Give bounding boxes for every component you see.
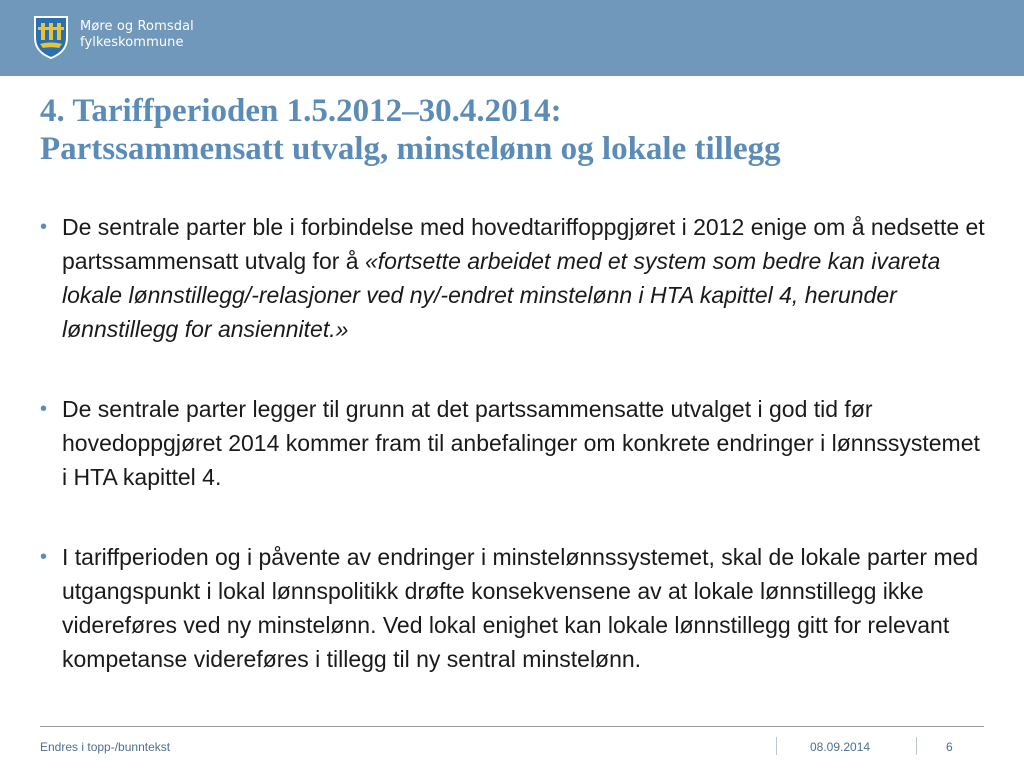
footer-text: Endres i topp-/bunntekst <box>40 740 171 754</box>
organization-name <box>80 19 194 51</box>
bullet-quote: «fortsette arbeidet med et system som bedre kan ivareta lokale lønnstillegg/-relasjoner ved ny/-endret minstelønn i HTA kapittel 4, herunder lønnstillegg for ansiennitet.» <box>62 248 941 342</box>
slide-title-line1: 4. Tariffperioden 1.5.2012–30.4.2014: <box>40 93 562 129</box>
slide-title-line2: Partssammensatt utvalg, minstelønn og lokale tillegg <box>40 131 781 167</box>
footer-separator <box>916 737 917 755</box>
slide-title <box>40 92 990 168</box>
org-name-line1: Møre og Romsdal <box>80 19 194 34</box>
page-number: 6 <box>946 740 953 754</box>
footer-date: 08.09.2014 <box>810 740 871 754</box>
footer-separator <box>776 737 777 755</box>
footer-divider <box>40 726 984 727</box>
bullet-item <box>40 540 990 676</box>
bullet-text: De sentrale parter ble i forbindelse med hovedtariffoppgjøret i 2012 enige om å nedsette et partssammensatt utvalg for å <box>62 214 985 274</box>
bullet-icon: • <box>40 546 48 568</box>
bullet-list <box>40 210 990 676</box>
bullet-text: De sentrale parter legger til grunn at det partssammensatte utvalget i god tid før hovedoppgjøret 2014 kommer fram til anbefalinger om konkrete endringer i lønnssystemet i HTA kapittel 4. <box>62 396 980 490</box>
bullet-item <box>40 210 990 346</box>
bullet-text: I tariffperioden og i påvente av endringer i minstelønnssystemet, skal de lokale parter med utgangspunkt i lokal lønnspolitikk drøfte konsekvensene av at lokale lønnstillegg ikke videreføres ved ny minstelønn. Ved lokal enighet kan lokale lønnstillegg gitt for relevant kompetanse videreføres i tillegg til ny sentral minstelønn. <box>62 544 979 672</box>
bullet-item <box>40 392 990 494</box>
bullet-icon: • <box>40 398 48 420</box>
bullet-icon: • <box>40 216 48 238</box>
coat-of-arms-shield-icon <box>32 14 70 60</box>
org-name-line2: fylkeskommune <box>80 35 184 50</box>
